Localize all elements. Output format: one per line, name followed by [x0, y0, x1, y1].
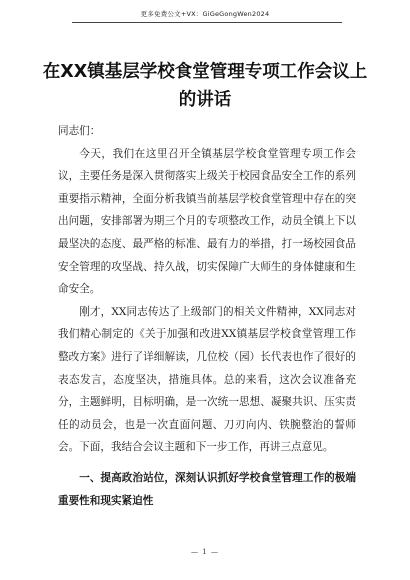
section-heading-1: 一、提高政治站位，深刻认识抓好学校食堂管理工作的极端重要性和现实紧迫性 — [58, 471, 356, 507]
header-divider — [72, 22, 342, 23]
page-number: — 1 — — [191, 548, 219, 556]
paragraph-1: 今天，我们在这里召开全镇基层学校食堂管理专项工作会议，主要任务是深入贯彻落实上级关于校园食品安全工作的系列重要指示精神，全面分析我镇当前基层学校食堂管理中存在的突出问题，安排部署为期三个月的专项整改工作，动员全镇上下以最坚决的态度、最严格的标准、最有力的举措，打一场校园食品安全管理的攻坚战、持久战，切实保障广大师生的身体健康和生命安全。 — [58, 147, 356, 296]
header-promo-text: 更多免费公文+VX：GiGeGongWen2024 — [140, 10, 270, 18]
document-body — [58, 120, 356, 512]
salutation: 同志们： — [58, 125, 101, 137]
paragraph-2: 刚才，XX同志传达了上级部门的相关文件精神，XX同志对我们精心制定的《关于加强和改进XX镇基层学校食堂管理工作整改方案》进行了详细解读，几位校（园）长代表也作了很好的表态发言，态度坚决，措施具体。总的来看，这次会议准备充分，主题鲜明，目标明确，是一次统一思想、凝聚共识、压实责任的动员会，也是一次直面问题、刀刃向内、铁腕整治的誓师会。下面，我结合会议主题和下一步工作，再讲三点意见。 — [58, 305, 356, 454]
document-title: 在XX镇基层学校食堂管理专项工作会议上的讲话 — [42, 62, 368, 110]
